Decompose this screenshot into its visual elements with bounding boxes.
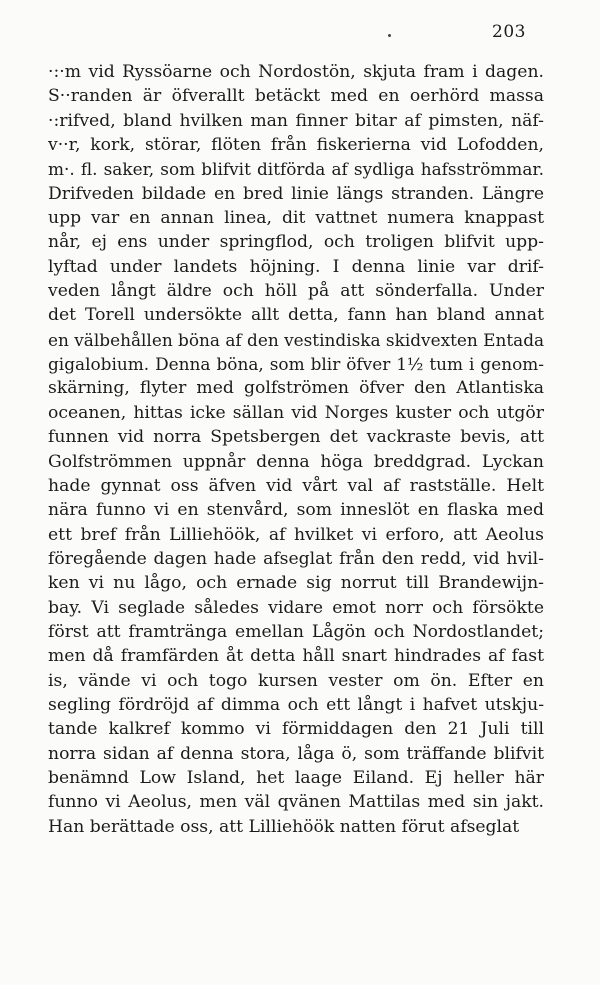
text-line: tande kalkref kommo vi förmiddagen den 21 Juli till — [48, 719, 544, 740]
text-line: först att framtränga emellan Lågön och Nordostlandet; — [48, 621, 544, 642]
text-line: det Torell undersökte allt detta, fann han bland annat — [48, 305, 544, 326]
text-line: upp var en annan linea, dit vattnet numera knappast — [48, 208, 544, 229]
text-line: S··randen är öfverallt betäckt med en oerhörd massa — [48, 86, 544, 107]
text-line: funnen vid norra Spetsbergen det vackraste bevis, att — [48, 427, 544, 448]
page-number: 203 — [492, 22, 526, 42]
text-line: norra sidan af denna stora, låga ö, som träffande blifvit — [48, 743, 544, 764]
text-line: Drifveden bildade en bred linie längs stranden. Längre — [48, 183, 544, 204]
text-line: veden långt äldre och höll på att sönderfalla. Under — [48, 281, 544, 302]
print-speck — [388, 34, 391, 37]
text-line: Golfströmmen uppnår denna höga breddgrad. Lyckan — [48, 451, 544, 472]
text-line: föregående dagen hade afseglat från den redd, vid hvil- — [48, 548, 544, 569]
text-line: m·. fl. saker, som blifvit ditförda af sydliga hafsströmmar. — [48, 159, 544, 180]
text-line: ett bref från Lilliehöök, af hvilket vi erforo, att Aeolus — [48, 524, 544, 545]
text-line: ·:·m vid Ryssöarne och Nordostön, skjuta fram i dagen. — [48, 62, 544, 82]
body-text — [48, 60, 544, 839]
text-line: når, ej ens under springflod, och troligen blifvit upp- — [48, 232, 544, 253]
text-line: nära funno vi en stenvård, som inneslöt en flaska med — [48, 500, 544, 521]
text-line: gigalobium. Denna böna, som blir öfver 1½ tum i genom- — [48, 354, 544, 375]
text-line: lyftad under landets höjning. I denna linie var drif- — [48, 256, 544, 277]
text-line: segling fördröjd af dimma och ett långt i hafvet utskju- — [48, 694, 544, 715]
text-line: ·:rifved, bland hvilken man finner bitar af pimsten, näf- — [48, 110, 544, 131]
text-line: men då framfärden åt detta håll snart hindrades af fast — [48, 646, 544, 667]
text-line: benämnd Low Island, het laage Eiland. Ej heller här — [48, 767, 544, 788]
text-line: oceanen, hittas icke sällan vid Norges kuster och utgör — [48, 402, 544, 423]
text-line: is, vände vi och togo kursen vester om ön. Efter en — [48, 670, 544, 691]
text-line: v··r, kork, störar, flöten från fiskerierna vid Lofodden, — [48, 135, 544, 156]
text-line: en välbehållen böna af den vestindiska skidvexten Entada — [48, 329, 544, 350]
text-line: Han berättade oss, att Lilliehöök natten förut afseglat — [48, 816, 520, 837]
text-line: bay. Vi seglade således vidare emot norr och försökte — [48, 597, 544, 618]
text-line: ken vi nu lågo, och ernade sig norrut till Brandewijn- — [48, 573, 544, 594]
text-line: skärning, flyter med golfströmen öfver den Atlantiska — [48, 378, 544, 399]
text-line: hade gynnat oss äfven vid vårt val af rastställe. Helt — [48, 475, 544, 496]
text-line: funno vi Aeolus, men väl qvänen Mattilas med sin jakt. — [48, 792, 544, 813]
